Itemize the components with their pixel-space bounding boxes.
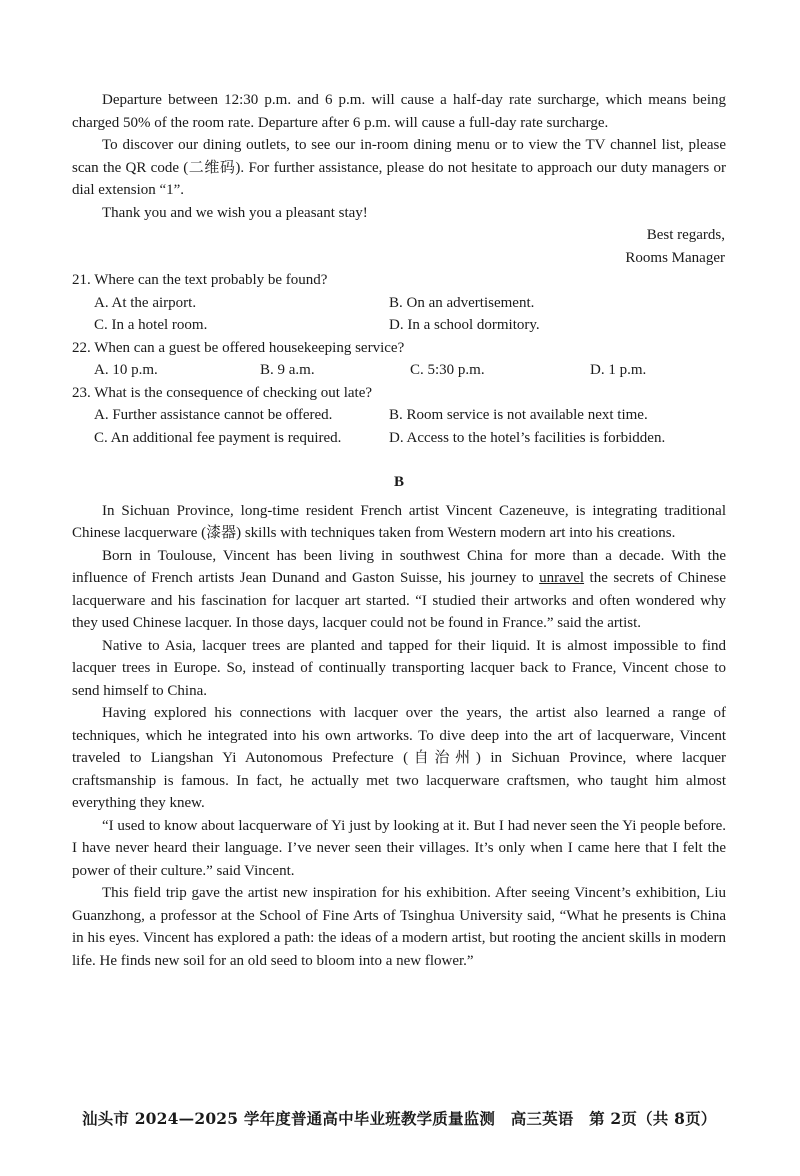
option-c[interactable]: C. In a hotel room. xyxy=(94,317,208,333)
notice-paragraph: Departure between 12:30 p.m. and 6 p.m. will cause a half-day rate surcharge, which means being charged 50% of the room rate. Departure after 6 p.m. will cause a full-day rate surcharge. xyxy=(72,92,726,131)
option-d[interactable]: D. In a school dormitory. xyxy=(389,317,540,333)
option-group xyxy=(94,359,726,382)
passage-paragraph: This field trip gave the artist new inspiration for his exhibition. After seeing Vincent’s exhibition, Liu Guanzhong, a professor at the School of Fine Arts of Tsinghua University said, “What he presents is China in his eyes. Vincent has explored a path: the ideas of a modern artist, but rooting the ancient skills in modern life. He finds new soil for an old seed to bloom into a new flower.” xyxy=(72,885,726,969)
signer: Rooms Manager xyxy=(625,249,725,266)
option-a[interactable]: A. At the airport. xyxy=(94,294,197,311)
text-run: Born in Toulouse, Vincent has been living in southwest China for more than a decade. With the influence of French artists Jean Dunand and Gaston Suisse, his journey to xyxy=(72,547,726,586)
page-footer xyxy=(82,1108,732,1131)
question-22 xyxy=(72,337,726,382)
option-c[interactable]: C. 5:30 p.m. xyxy=(410,362,485,378)
passage-paragraph: “I used to know about lacquerware of Yi just by looking at it. But I had never seen the Yi people before. I have never heard their language. I’ve never seen their villages. It’s only when I came here that I felt the power of their culture.” said Vincent. xyxy=(72,817,726,879)
passage-paragraph: Having explored his connections with lacquer over the years, the artist also learned a range of techniques, which he integrated into his own artworks. To dive deep into the art of lacquerware, Vincent traveled to Liangshan Yi Autonomous Prefecture (自治州) in Sichuan Province, where lacquer craftsmanship is famous. In fact, he actually met two lacquerware craftsmen, who taught him almost everything they knew. xyxy=(72,705,726,811)
option-a[interactable]: A. 10 p.m. xyxy=(94,362,158,378)
option-b[interactable]: B. On an advertisement. xyxy=(389,294,535,311)
underlined-word: unravel xyxy=(539,570,585,586)
option-d[interactable]: D. Access to the hotel’s facilities is forbidden. xyxy=(389,429,666,446)
option-d[interactable]: D. 1 p.m. xyxy=(590,362,647,378)
subject-label: 高三英语 xyxy=(510,1109,574,1128)
section-heading: B xyxy=(393,474,404,490)
notice-paragraph: Thank you and we wish you a pleasant stay! xyxy=(102,204,368,221)
page-number: 第 2页（共 8页） xyxy=(589,1109,717,1128)
text-run: the secrets of Chinese lacquerware and his fascination for lacquer art started. “I studied their artworks and often wondered why they used Chinese lacquer. In those days, lacquer could not be found in France.” said the artist. xyxy=(72,570,726,631)
question-stem: 21. Where can the text probably be found? xyxy=(72,272,328,288)
question-21 xyxy=(72,269,726,337)
notice-text xyxy=(72,89,726,269)
question-stem: 22. When can a guest be offered housekeeping service? xyxy=(72,339,405,356)
option-b[interactable]: B. Room service is not available next time. xyxy=(389,407,648,423)
question-23 xyxy=(72,382,726,450)
passage-paragraph xyxy=(72,545,726,635)
passage-paragraph: Native to Asia, lacquer trees are planted and tapped for their liquid. It is almost impossible to find lacquer trees in Europe. So, instead of continually transporting lacquer back to France, Vincent chose to send himself to China. xyxy=(72,637,726,699)
option-group xyxy=(94,404,726,449)
notice-paragraph: To discover our dining outlets, to see our in-room dining menu or to view the TV channel list, please scan the QR code (二维码). For further assistance, please do not hesitate to approach our duty managers or dial extension “1”. xyxy=(72,137,726,198)
closing: Best regards, xyxy=(646,227,725,243)
passage-b xyxy=(72,500,726,973)
option-c[interactable]: C. An additional fee payment is required. xyxy=(94,429,342,446)
question-list xyxy=(72,269,726,449)
option-b[interactable]: B. 9 a.m. xyxy=(260,362,315,378)
exam-title: 汕头市 2024—2025 学年度普通高中毕业班教学质量监测 xyxy=(82,1109,496,1128)
question-stem: 23. What is the consequence of checking out late? xyxy=(72,384,373,401)
option-a[interactable]: A. Further assistance cannot be offered. xyxy=(94,407,333,423)
passage-paragraph: In Sichuan Province, long-time resident French artist Vincent Cazeneuve, is integrating traditional Chinese lacquerware (漆器) skills with techniques taken from Western modern art into his creations. xyxy=(72,502,726,541)
option-group xyxy=(94,292,726,337)
